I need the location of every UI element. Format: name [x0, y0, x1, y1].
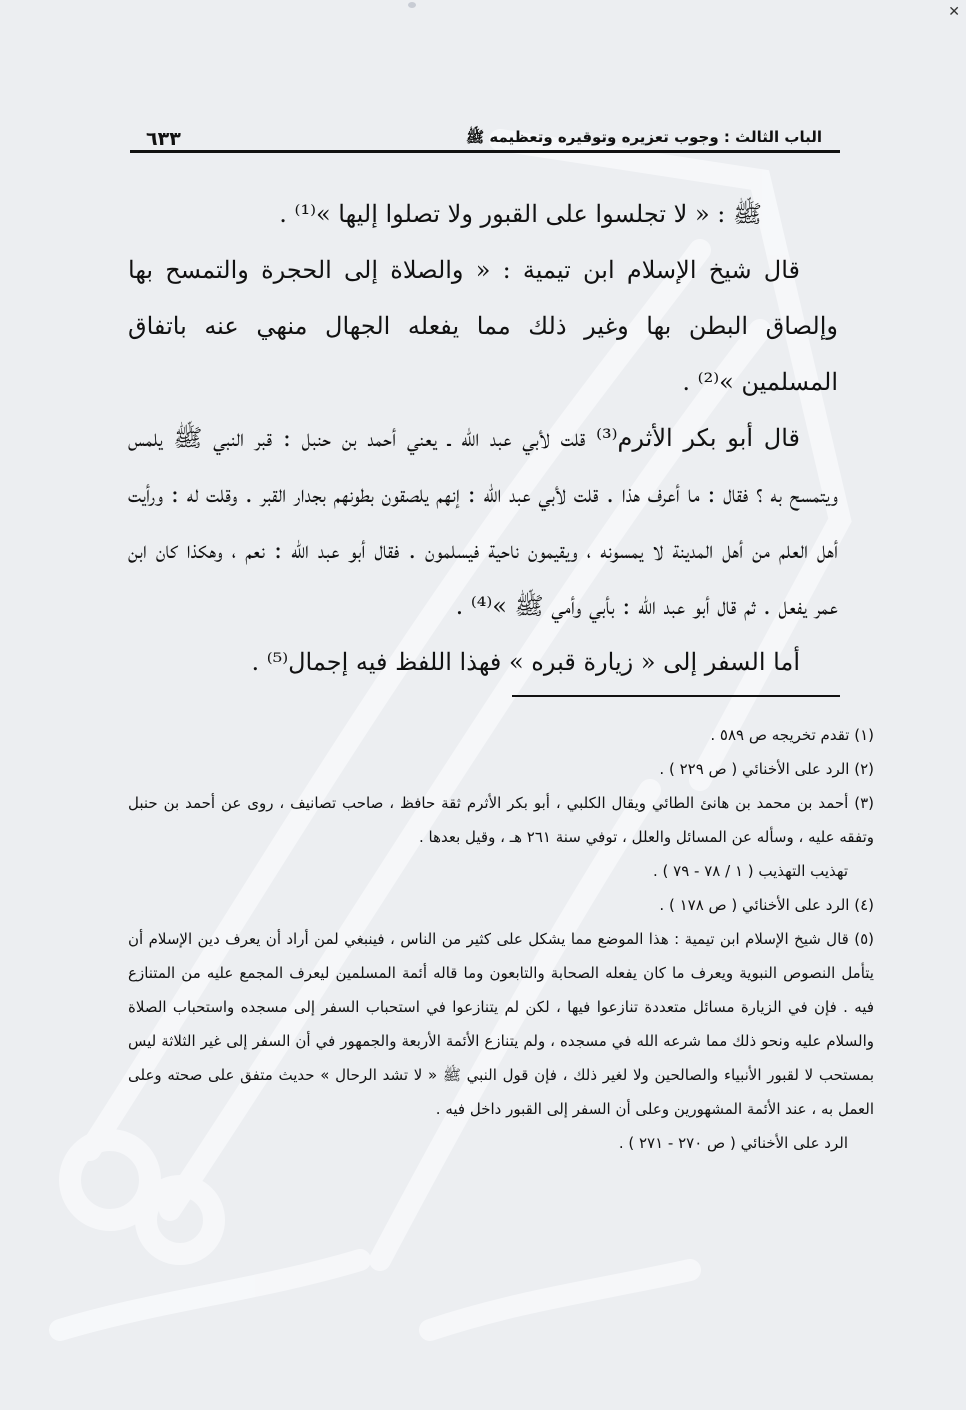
paragraph-2: قال شيخ الإسلام ابن تيمية : « والصلاة إلى الحجرة والتمسح بها وإلصاق البطن بها وغير ذلك مما يفعله الجهال منهي عنه باتفاق المسلمين »⁽²⁾ . — [128, 256, 838, 396]
paragraph-1: ﷺ : « لا تجلسوا على القبور ولا تصلوا إليها »⁽¹⁾ . — [279, 200, 762, 228]
running-header — [132, 118, 834, 150]
scan-dot — [408, 2, 416, 8]
footnote-rule — [512, 695, 840, 697]
running-title: الباب الثالث : وجوب تعزيره وتوقيره وتعظيمه ﷺ — [466, 128, 822, 146]
footnote-5-source: الرد على الأخنائي ( ص ٢٧٠ - ٢٧١ ) . — [618, 1134, 848, 1152]
paragraph-4: أما السفر إلى « زيارة قبره » فهذا اللفظ فيه إجمال⁽⁵⁾ . — [251, 648, 800, 676]
footnote-2: (٢) الرد على الأخنائي ( ص ٢٢٩ ) . — [659, 760, 874, 778]
page-number: ٦٣٣ — [146, 128, 181, 150]
paragraph-3: قال أبو بكر الأثرم⁽³⁾ قلت لأبي عبد الله ـ يعني أحمد بن حنبل : قبر النبي ﷺ يلمس ويتمسح به ؟ فقال : ما أعرف هذا . قلت لأبي عبد الله : إنهم يلصقون بطونهم بجدار القبر . وقلت له : ورأيت أهل العلم من أهل المدينة لا يمسونه ، ويقيمون ناحية فيسلمون . فقال أبو عبد الله : نعم ، وهكذا كان ابن عمر يفعل . ثم قال أبو عبد الله : بأبي وأمي ﷺ »⁽⁴⁾ . — [128, 424, 838, 620]
footnote-3: (٣) أحمد بن محمد بن هانئ الطائي ويقال الكلبي ، أبو بكر الأثرم ثقة حافظ ، صاحب تصانيف ، روى عن أحمد بن حنبل وتفقه عليه ، وسأله عن المسائل والعلل ، توفي سنة ٢٦١ هـ ، وقيل بعدها . — [128, 794, 874, 846]
header-rule — [130, 150, 840, 153]
footnote-4: (٤) الرد على الأخنائي ( ص ١٧٨ ) . — [659, 896, 874, 914]
corner-mark: ✕ — [948, 4, 960, 20]
footnotes — [128, 718, 874, 1160]
main-text — [128, 186, 838, 690]
footnote-1: (١) تقدم تخريجه ص ٥٨٩ . — [710, 726, 874, 744]
footnote-3-source: تهذيب التهذيب ( ١ / ٧٨ - ٧٩ ) . — [653, 862, 848, 880]
footnote-5: (٥) قال شيخ الإسلام ابن تيمية : هذا الموضع مما يشكل على كثير من الناس ، فينبغي لمن أراد أن يعرف دين الإسلام أن يتأمل النصوص النبوية ويعرف ما كان يفعله الصحابة والتابعون وما قاله أئمة المسلمين ليعرف المجمع عليه من المتنازع فيه . فإن في الزيارة مسائل متعددة تنازعوا فيها ، لكن لم يتنازعوا في استحباب السفر إلى مسجده واستحباب الصلاة والسلام عليه ونحو ذلك مما شرعه الله في مسجده ، ولم يتنازع الأئمة الأربعة والجمهور في أن السفر إلى غير الثلاثة ليس بمستحب لا لقبور الأنبياء والصالحين ولا لغير ذلك ، فإن قول النبي ﷺ « لا تشد الرحال » حديث متفق على صحته وعلى العمل به ، عند الأئمة المشهورين وعلى أن السفر إلى القبور داخل فيه . — [128, 930, 874, 1118]
